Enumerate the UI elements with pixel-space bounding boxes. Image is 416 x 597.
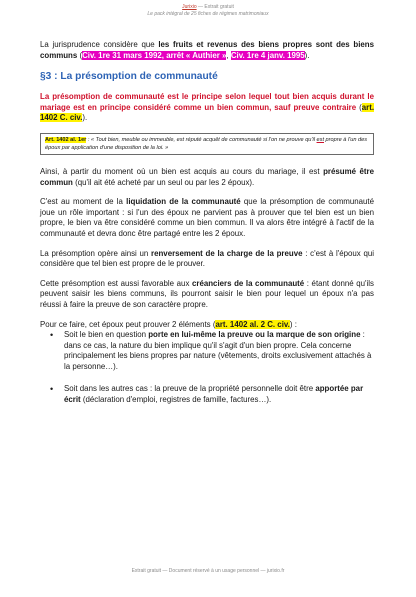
page-header xyxy=(0,4,416,18)
principle-text: ). xyxy=(82,113,88,123)
intro-text: ). xyxy=(304,50,310,60)
principle-paragraph xyxy=(40,92,374,124)
bullet-icon: • xyxy=(50,384,54,395)
list-item-text: Soit dans les autres cas : la preuve de la propriété personnelle doit être xyxy=(64,384,316,394)
paragraph-proof-elements xyxy=(40,320,374,331)
quote-article-ref: Art. 1402 al. 1er xyxy=(45,136,87,143)
list-item-bold: porte en lui-même la preuve ou la marque de son origine xyxy=(148,330,361,340)
paragraph-burden-of-proof xyxy=(40,249,374,270)
quote-underlined-word: est xyxy=(316,136,324,143)
intro-paragraph xyxy=(40,40,374,61)
list-item-text: (déclaration d'emploi, registres de famille, factures…). xyxy=(80,395,272,405)
paragraph-text: : c'est à l'époux qui considère que tel bien est propre de le prouver. xyxy=(40,248,374,269)
article-ref: art. 1402 al. 2 C. civ. xyxy=(215,319,290,329)
header-line-1 xyxy=(0,4,416,11)
header-subtitle: Le pack intégral de 25 fiches de régimes matrimoniaux xyxy=(147,11,269,17)
paragraph-bold: renversement de la charge de la preuve xyxy=(151,248,303,258)
page-footer: Extrait gratuit — Document réservé à un usage personnel — jurixio.fr xyxy=(131,568,285,574)
intro-text: , xyxy=(226,50,231,60)
principle-definition: La présomption de communauté est le principe selon lequel tout bien acquis durant le mariage est en principe considéré comme un bien commun, sauf preuve contraire xyxy=(40,92,374,112)
list-item-bold: apportée par écrit xyxy=(64,384,364,405)
paragraph-text: Cette présomption est aussi favorable aux xyxy=(40,278,192,288)
paragraph-liquidation xyxy=(40,197,374,239)
article-quote-box xyxy=(40,133,374,155)
page-content xyxy=(40,40,374,406)
quote-text: propre à l'un des époux par application d'une disposition de la loi. » xyxy=(45,136,368,151)
case-ref-1995: Civ. 1re 4 janv. 1995 xyxy=(230,50,305,60)
intro-text: La jurisprudence considère que xyxy=(40,40,159,49)
paragraph-bold: créanciers de la communauté xyxy=(192,278,305,288)
list-item-text: Soit le bien en question xyxy=(64,330,149,340)
paragraph-text: La présomption opère ainsi un xyxy=(40,248,152,258)
intro-bold: les fruits et revenus des biens propres sont des biens communs xyxy=(40,40,374,60)
paragraph-text: ) : xyxy=(289,319,297,329)
list-item xyxy=(50,384,374,405)
case-ref-authier: Civ. 1re 31 mars 1992, arrêt « Authier » xyxy=(82,50,227,60)
quote-text: : « Tout bien, meuble ou immeuble, est réputé acquêt de communauté si l'on ne prouve qu'il xyxy=(86,136,317,143)
paragraph-creditors xyxy=(40,279,374,311)
paragraph-bold: présumé être commun xyxy=(40,166,375,187)
bullet-icon: • xyxy=(50,330,54,341)
list-item xyxy=(50,330,374,372)
intro-text: ( xyxy=(77,50,83,60)
principle-text: ( xyxy=(356,102,362,112)
article-ref: art. 1402 C. civ. xyxy=(40,102,375,123)
paragraph-text: que la présomption de communauté joue un rôle important : si l'un des époux ne parvient pas à prouver que tel bien est un bien propre, le bien va être considéré comme un bien commun. Il va alors être intégré à l'actif de la communauté et devra donc être partagé entre les 2 époux. xyxy=(40,197,375,238)
paragraph-presumption xyxy=(40,167,374,188)
paragraph-text: Ainsi, à partir du moment où un bien est acquis au cours du mariage, il est xyxy=(40,166,324,176)
list-item-text: : dans ce cas, la nature du bien implique qu'il s'agit d'un bien propre. Cela concerne principalement les biens propres par nature (vêtements, droits exclusivement attachés à la personne…). xyxy=(64,330,372,371)
paragraph-text: C'est au moment de la xyxy=(40,197,127,207)
brand-name: Jurixio xyxy=(182,4,197,10)
paragraph-text: (qu'il ait été acheté par un seul ou par les 2 époux). xyxy=(72,177,255,187)
header-tagline: — Extrait gratuit xyxy=(196,4,234,10)
proof-list xyxy=(40,330,374,406)
section-heading: §3 : La présomption de communauté xyxy=(40,71,218,83)
paragraph-bold: liquidation de la communauté xyxy=(126,197,241,207)
paragraph-text: : étant donné qu'ils peuvent saisir les biens communs, ils pourront saisir le bien pour lequel un époux n'a pas réussi à faire la preuve de son caractère propre. xyxy=(40,278,374,309)
paragraph-text: Pour ce faire, cet époux peut prouver 2 éléments ( xyxy=(40,319,216,329)
